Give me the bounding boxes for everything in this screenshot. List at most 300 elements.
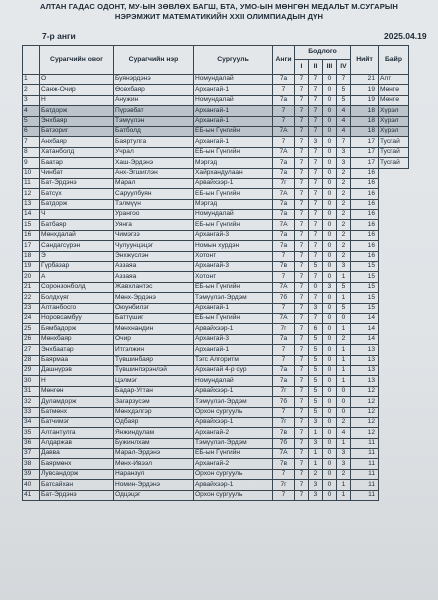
cell-place [379,241,409,251]
cell-grade: 7г [273,480,295,490]
table-row [23,397,409,407]
cell-place: Тусгай [379,147,409,157]
cell-school: ЕБ-ын Гүнгийн [194,126,273,136]
cell-name: Тэмүүлэн [114,116,194,126]
table-row [23,106,409,116]
cell-surname: Алтантулга [40,428,114,438]
cell-name: Баяртулга [114,137,194,147]
cell-problem-4: 2 [337,241,351,251]
cell-problem-3: 0 [323,459,337,469]
cell-problem-1: 7 [295,449,309,459]
cell-place [379,230,409,240]
cell-total: 13 [351,355,379,365]
cell-problem-1: 7 [295,241,309,251]
cell-place [379,210,409,220]
cell-problem-3: 0 [323,106,337,116]
cell-problem-2: 7 [309,199,323,209]
cell-problem-3: 0 [323,386,337,396]
cell-index: 20 [23,272,40,282]
cell-name: Өсөхбаяр [114,85,194,95]
cell-problem-3: 0 [323,189,337,199]
cell-school: ЕБ-ын Гүнгийн [194,220,273,230]
cell-school: Номундалай [194,376,273,386]
cell-total: 17 [351,147,379,157]
cell-problem-4: 1 [337,293,351,303]
cell-problem-4: 1 [337,438,351,448]
cell-name: Итгэлжин [114,345,194,355]
cell-problem-1: 7 [295,376,309,386]
cell-surname: Норовсамбуу [40,313,114,323]
cell-index: 19 [23,262,40,272]
table-row [23,449,409,459]
cell-problem-1: 7 [295,345,309,355]
cell-problem-3: 0 [323,95,337,105]
cell-total: 13 [351,376,379,386]
cell-grade: 7 [273,469,295,479]
cell-total: 11 [351,469,379,479]
cell-problem-2: 7 [309,158,323,168]
cell-school: Архангай-1 [194,85,273,95]
cell-index: 33 [23,407,40,417]
cell-grade: 7б [273,438,295,448]
cell-name: Янжиндулам [114,428,194,438]
cell-index: 5 [23,116,40,126]
cell-surname: Чинбат [40,168,114,178]
cell-total: 19 [351,85,379,95]
cell-problem-3: 0 [323,365,337,375]
table-row [23,324,409,334]
cell-problem-2: 7 [309,85,323,95]
cell-name: Цэлмэг [114,376,194,386]
cell-problem-2: 5 [309,345,323,355]
cell-grade: 7а [273,334,295,344]
cell-surname: Мөнхбаяр [40,334,114,344]
cell-grade: 7б [273,397,295,407]
cell-problem-2: 7 [309,178,323,188]
cell-index: 23 [23,303,40,313]
cell-grade: 7А [273,313,295,323]
cell-surname: Дуламдорж [40,397,114,407]
table-row [23,313,409,323]
cell-index: 16 [23,230,40,240]
cell-name: Аззаяа [114,262,194,272]
cell-place [379,293,409,303]
cell-surname: Бат-Эрдэнэ [40,178,114,188]
cell-school: Мэргэд [194,199,273,209]
cell-name: Мөнхнандин [114,324,194,334]
cell-problem-3: 0 [323,116,337,126]
cell-problem-4: 2 [337,189,351,199]
cell-name: Урангоо [114,210,194,220]
cell-grade: 7 [273,355,295,365]
cell-problem-1: 7 [295,272,309,282]
cell-problem-2: 2 [309,469,323,479]
cell-problem-1: 7 [295,75,309,85]
cell-problem-1: 7 [295,428,309,438]
cell-total: 11 [351,459,379,469]
cell-name: Түвшинбаяр [114,355,194,365]
cell-name: Загарзусэм [114,397,194,407]
cell-total: 13 [351,345,379,355]
cell-problem-3: 0 [323,210,337,220]
cell-school: Архангай-1 [194,116,273,126]
cell-place [379,438,409,448]
cell-problem-3: 0 [323,449,337,459]
cell-grade: 7г [273,417,295,427]
cell-school: Архангай-3 [194,262,273,272]
cell-problem-2: 7 [309,230,323,240]
cell-problem-1: 7 [295,397,309,407]
cell-grade: 7 [273,407,295,417]
cell-problem-2: 7 [309,147,323,157]
cell-school: Архангай-1 [194,345,273,355]
cell-problem-3: 3 [323,282,337,292]
cell-problem-4: 5 [337,303,351,313]
cell-place [379,417,409,427]
cell-grade: 7 [273,106,295,116]
cell-school: Арвайхээр-1 [194,386,273,396]
cell-surname: Давва [40,449,114,459]
cell-surname: Батчимэг [40,417,114,427]
cell-grade: 7а [273,210,295,220]
cell-surname: Баярмөнх [40,459,114,469]
cell-problem-2: 3 [309,438,323,448]
cell-index: 13 [23,199,40,209]
cell-surname: Баатар [40,158,114,168]
cell-problem-1: 7 [295,355,309,365]
cell-name: Оюунбилэг [114,303,194,313]
cell-grade: 7б [273,293,295,303]
cell-place: Мөнгө [379,85,409,95]
cell-school: Мэргэд [194,158,273,168]
cell-name: Очир [114,334,194,344]
cell-problem-3: 0 [323,345,337,355]
cell-grade: 7г [273,178,295,188]
cell-name: Уянга [114,220,194,230]
cell-surname: Алтанбосго [40,303,114,313]
cell-problem-3: 0 [323,397,337,407]
cell-school: Арвайхээр-1 [194,480,273,490]
cell-index: 40 [23,480,40,490]
cell-index: 6 [23,126,40,136]
table-row [23,428,409,438]
cell-problem-2: 5 [309,376,323,386]
cell-problem-3: 0 [323,126,337,136]
col-problem-3: III [323,60,337,75]
cell-total: 11 [351,480,379,490]
cell-problem-1: 7 [295,220,309,230]
col-surname: Сурагчийн овог [40,46,114,75]
cell-surname: Батбаяр [40,220,114,230]
col-place: Байр [379,46,409,75]
cell-problem-1: 7 [295,251,309,261]
cell-place: Хүрэл [379,126,409,136]
cell-problem-2: 3 [309,303,323,313]
cell-place: Хүрэл [379,116,409,126]
cell-problem-3: 0 [323,376,337,386]
cell-problem-2: 7 [309,116,323,126]
col-problem-4: IV [337,60,351,75]
cell-index: 10 [23,168,40,178]
cell-surname: Батдорж [40,106,114,116]
cell-total: 15 [351,282,379,292]
cell-school: Арвайхээр-1 [194,324,273,334]
col-school: Сургууль [194,46,273,75]
cell-index: 17 [23,241,40,251]
cell-index: 25 [23,324,40,334]
cell-problem-4: 1 [337,376,351,386]
cell-problem-3: 0 [323,324,337,334]
date-label: 2025.04.19 [384,31,427,41]
cell-index: 3 [23,95,40,105]
cell-place [379,459,409,469]
cell-grade: 7а [273,376,295,386]
cell-name: Номин-Эрдэнэ [114,480,194,490]
cell-problem-4: 2 [337,251,351,261]
table-row [23,438,409,448]
cell-total: 11 [351,490,379,500]
cell-name: Түвшинпэрэнлэй [114,365,194,375]
cell-index: 26 [23,334,40,344]
title-line-1: АЛТАН ГАДАС ОДОНТ, МУ-ЫН ЗӨВЛӨХ БАГШ, БТА, УМО-ЫН МӨНГӨН МЕДАЛЬТ М.СУГАРЫН [39,2,399,11]
cell-problem-3: 0 [323,230,337,240]
cell-problem-3: 0 [323,293,337,303]
cell-index: 18 [23,251,40,261]
col-problem-1: I [295,60,309,75]
cell-school: Архангай-3 [194,334,273,344]
cell-place [379,272,409,282]
cell-name: Одцэцэг [114,490,194,500]
cell-grade: 7а [273,241,295,251]
table-body [23,75,409,501]
cell-school: ЕБ-ын Гүнгийн [194,282,273,292]
cell-grade: 7 [273,137,295,147]
cell-surname: Дашнүрэв [40,365,114,375]
cell-surname: Бат-Эрдэнэ [40,490,114,500]
cell-problem-2: 5 [309,355,323,365]
cell-index: 38 [23,459,40,469]
cell-total: 18 [351,126,379,136]
table-row [23,376,409,386]
cell-problem-4: 3 [337,147,351,157]
cell-school: Тэмүүлэл-Эрдэм [194,293,273,303]
cell-place [379,262,409,272]
cell-place [379,365,409,375]
cell-grade: 7а [273,168,295,178]
cell-index: 37 [23,449,40,459]
cell-grade: 7а [273,75,295,85]
cell-name: Батболд [114,126,194,136]
cell-problem-2: 7 [309,168,323,178]
table-row [23,262,409,272]
cell-name: Анужин [114,95,194,105]
table-row [23,303,409,313]
cell-total: 16 [351,199,379,209]
table-row [23,168,409,178]
cell-place [379,428,409,438]
cell-school: Архангай 4-р сур [194,365,273,375]
cell-total: 12 [351,407,379,417]
cell-surname: Батзориг [40,126,114,136]
cell-school: ЕБ-ын Гүнгийн [194,189,273,199]
cell-school: Хайрхандулаан [194,168,273,178]
cell-surname: Анхбаяр [40,137,114,147]
cell-surname: Н [40,376,114,386]
cell-total: 16 [351,168,379,178]
cell-problem-4: 2 [337,469,351,479]
cell-problem-4: 1 [337,490,351,500]
cell-surname: Батсайхан [40,480,114,490]
cell-place [379,251,409,261]
cell-school: Арвайхээр-1 [194,417,273,427]
cell-total: 14 [351,313,379,323]
cell-school: Архангай-1 [194,137,273,147]
cell-grade: 7в [273,459,295,469]
cell-problem-1: 7 [295,199,309,209]
cell-problem-4: 5 [337,95,351,105]
cell-grade: 7А [273,220,295,230]
cell-surname: Энхбаяр [40,116,114,126]
cell-problem-4: 0 [337,386,351,396]
cell-grade: 7а [273,365,295,375]
cell-name: Бадар-Угтан [114,386,194,396]
cell-name: Анх-Эгшиглэн [114,168,194,178]
cell-problem-2: 7 [309,272,323,282]
cell-school: Архангай-2 [194,428,273,438]
cell-problem-2: 7 [309,95,323,105]
cell-grade: 7 [273,303,295,313]
cell-name: Хаш-Эрдэнэ [114,158,194,168]
cell-name: Буянэрдэнэ [114,75,194,85]
cell-problem-2: 7 [309,241,323,251]
cell-surname: Хатанболд [40,147,114,157]
cell-school: Архангай-1 [194,106,273,116]
cell-place [379,334,409,344]
cell-problem-4: 2 [337,220,351,230]
cell-problem-4: 2 [337,168,351,178]
table-row [23,158,409,168]
cell-grade: 7А [273,449,295,459]
cell-problem-2: 5 [309,407,323,417]
cell-name: Саруулбуян [114,189,194,199]
cell-problem-2: 1 [309,449,323,459]
cell-total: 14 [351,334,379,344]
cell-total: 15 [351,272,379,282]
cell-place [379,178,409,188]
cell-problem-4: 2 [337,334,351,344]
table-row [23,251,409,261]
table-row [23,407,409,417]
cell-index: 41 [23,490,40,500]
cell-problem-1: 7 [295,85,309,95]
cell-place [379,480,409,490]
cell-problem-3: 0 [323,469,337,479]
cell-surname: Мөнхдалай [40,230,114,240]
cell-surname: О [40,75,114,85]
cell-problem-2: 5 [309,397,323,407]
cell-name: Бужинлхам [114,438,194,448]
cell-surname: Лувсандорж [40,469,114,479]
table-row [23,241,409,251]
cell-index: 31 [23,386,40,396]
cell-place: Хүрэл [379,106,409,116]
cell-problem-1: 7 [295,126,309,136]
cell-problem-1: 7 [295,459,309,469]
cell-problem-2: 5 [309,334,323,344]
cell-index: 24 [23,313,40,323]
cell-problem-4: 4 [337,428,351,438]
cell-problem-1: 7 [295,303,309,313]
table-row [23,480,409,490]
cell-surname: Мөнгөн [40,386,114,396]
col-problems: Бодлого [295,46,351,60]
cell-problem-2: 7 [309,293,323,303]
cell-problem-3: 0 [323,158,337,168]
cell-index: 1 [23,75,40,85]
cell-place: Мөнгө [379,95,409,105]
cell-surname: Баярмаа [40,355,114,365]
cell-problem-1: 7 [295,282,309,292]
cell-total: 14 [351,324,379,334]
cell-problem-2: 5 [309,386,323,396]
cell-grade: 7г [273,324,295,334]
cell-problem-2: 7 [309,126,323,136]
table-row [23,199,409,209]
cell-total: 18 [351,116,379,126]
cell-surname: Болдхүяг [40,293,114,303]
cell-index: 35 [23,428,40,438]
cell-place [379,397,409,407]
cell-total: 16 [351,210,379,220]
cell-school: Хотонт [194,251,273,261]
cell-index: 34 [23,417,40,427]
cell-school: Номундалай [194,210,273,220]
cell-grade: 7а [273,95,295,105]
col-name: Сурагчийн нэр [114,46,194,75]
table-row [23,469,409,479]
cell-index: 30 [23,376,40,386]
cell-total: 11 [351,438,379,448]
cell-index: 15 [23,220,40,230]
cell-surname: Соронзонболд [40,282,114,292]
cell-surname: Бямбадорж [40,324,114,334]
cell-problem-1: 7 [295,469,309,479]
cell-problem-2: 6 [309,324,323,334]
cell-problem-2: 3 [309,490,323,500]
title-line-2: НЭРЭМЖИТ МАТЕМАТИКИЙН XXII ОЛИМПИАДЫН ДҮН [114,12,324,21]
cell-grade: 7г [273,386,295,396]
cell-problem-4: 2 [337,178,351,188]
cell-school: Номын хурдэн [194,241,273,251]
cell-problem-3: 0 [323,438,337,448]
cell-problem-4: 2 [337,417,351,427]
cell-name: Жавхлантэс [114,282,194,292]
cell-grade: 7а [273,230,295,240]
cell-total: 19 [351,95,379,105]
cell-place [379,345,409,355]
results-table [22,45,409,501]
cell-problem-4: 0 [337,313,351,323]
cell-total: 15 [351,262,379,272]
cell-index: 2 [23,85,40,95]
cell-surname: Энхбаатар [40,345,114,355]
cell-place: Тусгай [379,158,409,168]
cell-school: Орхон сургууль [194,469,273,479]
cell-surname: Э [40,251,114,261]
cell-problem-1: 7 [295,386,309,396]
cell-problem-3: 0 [323,199,337,209]
table-row [23,75,409,85]
